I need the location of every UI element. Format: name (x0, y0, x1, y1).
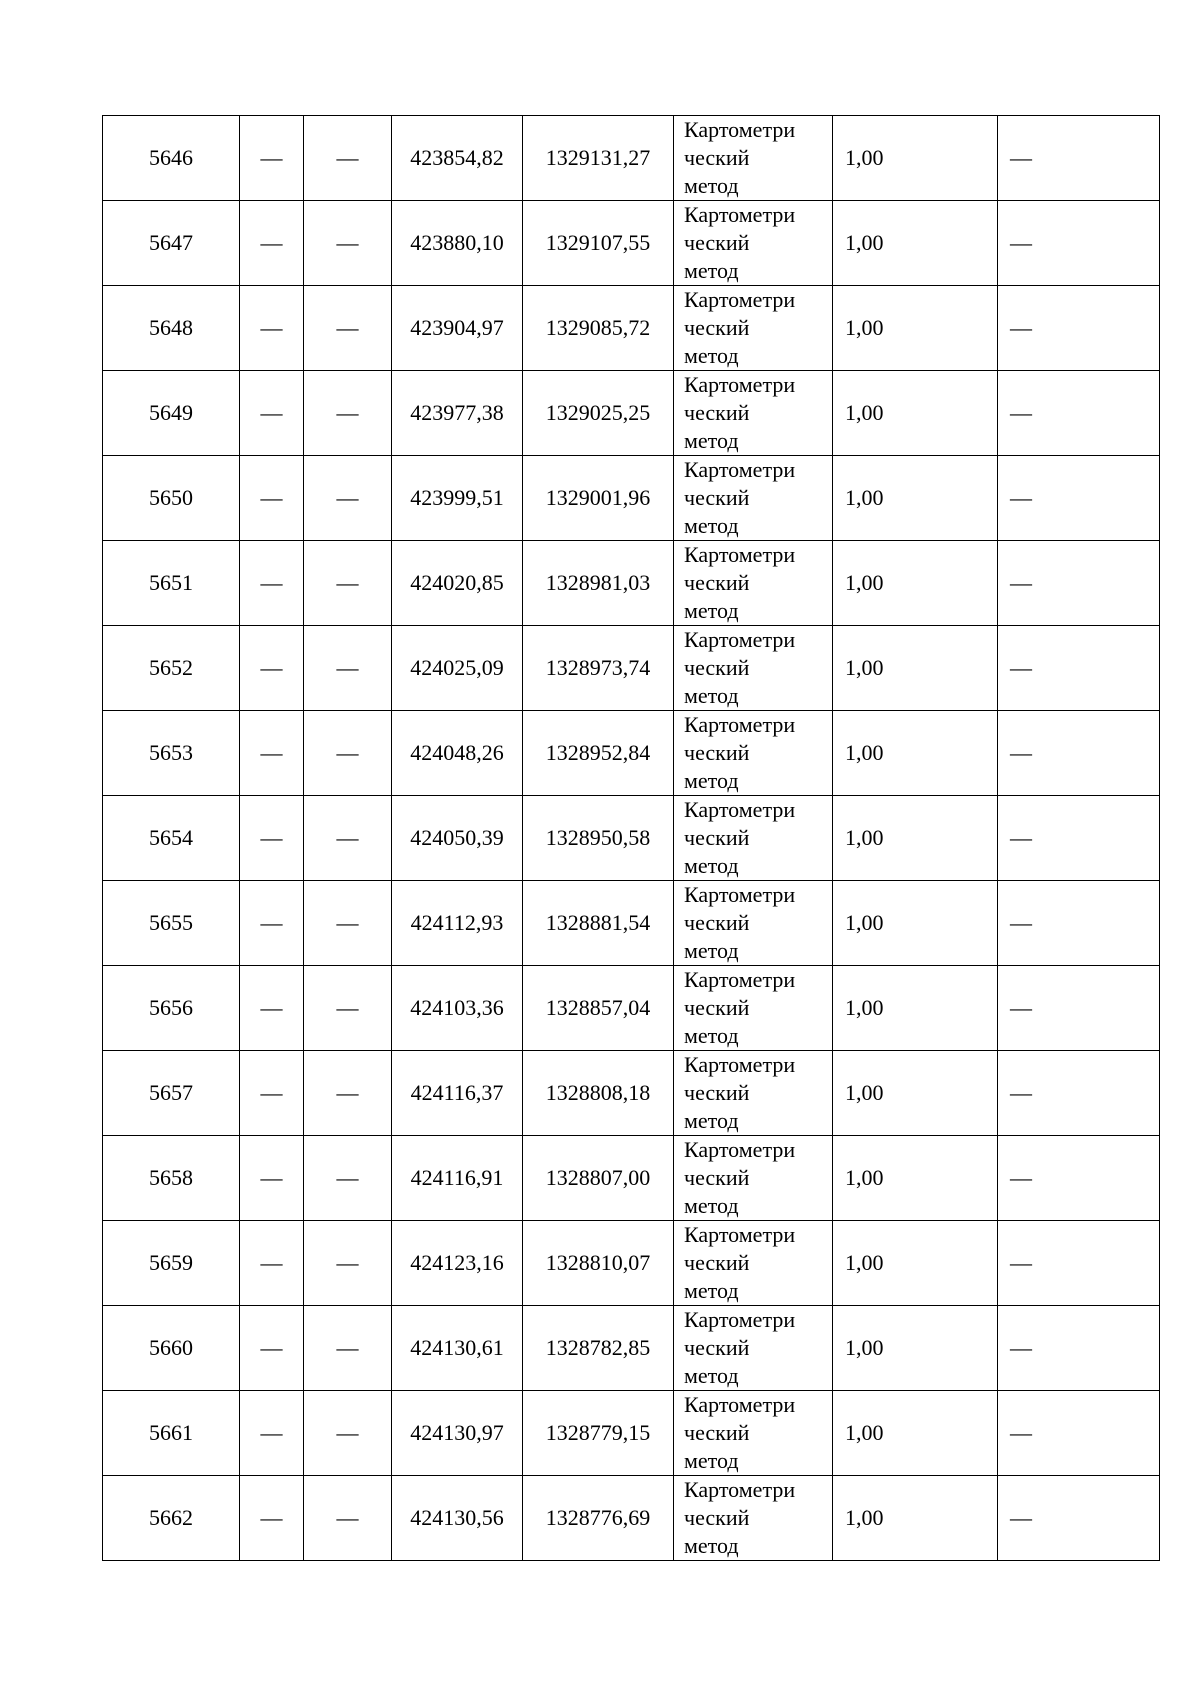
method-text: Картометри ческий метод (684, 542, 796, 623)
empty-column-2-cell (240, 1221, 304, 1306)
y-coordinate-cell (523, 966, 674, 1051)
x-coordinate-text: 423999,51 (410, 485, 504, 510)
point-number-text: 5656 (149, 995, 193, 1020)
empty-column-2-text: — (260, 995, 283, 1020)
method-cell (674, 1221, 833, 1306)
point-number-text: 5649 (149, 400, 193, 425)
table-row (103, 116, 1160, 201)
method-cell (674, 286, 833, 371)
description-text: — (1010, 825, 1032, 850)
point-number-text: 5660 (149, 1335, 193, 1360)
accuracy-cell (833, 456, 998, 541)
empty-column-3-text: — (336, 1250, 359, 1275)
method-text: Картометри ческий метод (684, 1137, 796, 1218)
x-coordinate-text: 424116,37 (410, 1080, 504, 1105)
empty-column-3-text: — (336, 995, 359, 1020)
y-coordinate-cell (523, 1306, 674, 1391)
x-coordinate-cell (392, 541, 523, 626)
method-text: Картометри ческий метод (684, 627, 796, 708)
y-coordinate-cell (523, 541, 674, 626)
accuracy-text: 1,00 (845, 825, 884, 850)
description-cell (998, 966, 1160, 1051)
empty-column-2-cell (240, 711, 304, 796)
empty-column-3-cell (304, 796, 392, 881)
y-coordinate-cell (523, 286, 674, 371)
y-coordinate-text: 1328950,58 (545, 825, 651, 850)
point-number-cell (103, 286, 240, 371)
empty-column-3-text: — (336, 485, 359, 510)
empty-column-3-text: — (336, 315, 359, 340)
empty-column-3-cell (304, 286, 392, 371)
point-number-text: 5655 (149, 910, 193, 935)
point-number-text: 5662 (149, 1505, 193, 1530)
point-number-text: 5654 (149, 825, 193, 850)
point-number-cell (103, 1136, 240, 1221)
empty-column-2-text: — (260, 1250, 283, 1275)
method-cell (674, 116, 833, 201)
empty-column-3-text: — (336, 1165, 359, 1190)
empty-column-2-cell (240, 201, 304, 286)
accuracy-cell (833, 711, 998, 796)
y-coordinate-cell (523, 796, 674, 881)
method-text: Картометри ческий метод (684, 1307, 796, 1388)
point-number-text: 5647 (149, 230, 193, 255)
accuracy-text: 1,00 (845, 740, 884, 765)
table-body (103, 116, 1160, 1561)
empty-column-2-text: — (260, 145, 283, 170)
description-cell (998, 1391, 1160, 1476)
y-coordinate-cell (523, 711, 674, 796)
empty-column-2-cell (240, 1136, 304, 1221)
point-number-cell (103, 541, 240, 626)
x-coordinate-cell (392, 1051, 523, 1136)
y-coordinate-text: 1328881,54 (545, 910, 651, 935)
x-coordinate-cell (392, 1136, 523, 1221)
empty-column-3-text: — (336, 1420, 359, 1445)
empty-column-3-cell (304, 626, 392, 711)
table-row (103, 626, 1160, 711)
point-number-text: 5648 (149, 315, 193, 340)
empty-column-3-cell (304, 1306, 392, 1391)
y-coordinate-cell (523, 1476, 674, 1561)
point-number-cell (103, 371, 240, 456)
table-row (103, 711, 1160, 796)
empty-column-2-cell (240, 1051, 304, 1136)
y-coordinate-text: 1328810,07 (545, 1250, 651, 1275)
y-coordinate-text: 1329001,96 (545, 485, 651, 510)
empty-column-3-cell (304, 201, 392, 286)
description-cell (998, 286, 1160, 371)
accuracy-text: 1,00 (845, 910, 884, 935)
description-text: — (1010, 145, 1032, 170)
empty-column-3-text: — (336, 740, 359, 765)
point-number-cell (103, 201, 240, 286)
description-text: — (1010, 995, 1032, 1020)
description-cell (998, 881, 1160, 966)
method-text: Картометри ческий метод (684, 1477, 796, 1558)
method-text: Картометри ческий метод (684, 1392, 796, 1473)
x-coordinate-cell (392, 1306, 523, 1391)
method-text: Картометри ческий метод (684, 797, 796, 878)
table-row (103, 796, 1160, 881)
table-row (103, 1306, 1160, 1391)
empty-column-2-cell (240, 456, 304, 541)
x-coordinate-cell (392, 711, 523, 796)
table-row (103, 1221, 1160, 1306)
accuracy-cell (833, 1306, 998, 1391)
y-coordinate-text: 1328981,03 (545, 570, 651, 595)
y-coordinate-text: 1329025,25 (545, 400, 651, 425)
point-number-text: 5653 (149, 740, 193, 765)
x-coordinate-cell (392, 881, 523, 966)
accuracy-cell (833, 966, 998, 1051)
description-text: — (1010, 485, 1032, 510)
y-coordinate-text: 1329131,27 (545, 145, 651, 170)
x-coordinate-cell (392, 116, 523, 201)
description-cell (998, 711, 1160, 796)
method-text: Картометри ческий метод (684, 457, 796, 538)
empty-column-2-cell (240, 796, 304, 881)
empty-column-3-text: — (336, 400, 359, 425)
empty-column-2-cell (240, 626, 304, 711)
table-row (103, 456, 1160, 541)
point-number-cell (103, 626, 240, 711)
description-cell (998, 1051, 1160, 1136)
empty-column-2-text: — (260, 1420, 283, 1445)
description-text: — (1010, 1505, 1032, 1530)
x-coordinate-cell (392, 796, 523, 881)
description-cell (998, 116, 1160, 201)
description-cell (998, 796, 1160, 881)
accuracy-text: 1,00 (845, 995, 884, 1020)
accuracy-text: 1,00 (845, 315, 884, 340)
empty-column-3-text: — (336, 1080, 359, 1105)
accuracy-cell (833, 881, 998, 966)
empty-column-2-text: — (260, 485, 283, 510)
x-coordinate-cell (392, 201, 523, 286)
description-text: — (1010, 230, 1032, 255)
x-coordinate-text: 424130,56 (410, 1505, 504, 1530)
y-coordinate-cell (523, 371, 674, 456)
point-number-text: 5658 (149, 1165, 193, 1190)
method-text: Картометри ческий метод (684, 287, 796, 368)
method-cell (674, 1476, 833, 1561)
x-coordinate-cell (392, 1391, 523, 1476)
empty-column-2-text: — (260, 1165, 283, 1190)
y-coordinate-cell (523, 1391, 674, 1476)
method-cell (674, 626, 833, 711)
x-coordinate-cell (392, 1221, 523, 1306)
method-text: Картометри ческий метод (684, 117, 796, 198)
accuracy-cell (833, 116, 998, 201)
point-number-cell (103, 881, 240, 966)
empty-column-3-cell (304, 116, 392, 201)
method-cell (674, 201, 833, 286)
description-cell (998, 371, 1160, 456)
empty-column-3-text: — (336, 1335, 359, 1360)
method-cell (674, 541, 833, 626)
empty-column-2-text: — (260, 740, 283, 765)
empty-column-3-cell (304, 881, 392, 966)
empty-column-2-text: — (260, 570, 283, 595)
empty-column-3-text: — (336, 655, 359, 680)
description-cell (998, 541, 1160, 626)
accuracy-cell (833, 1051, 998, 1136)
empty-column-2-cell (240, 1391, 304, 1476)
y-coordinate-text: 1328776,69 (545, 1505, 651, 1530)
description-cell (998, 456, 1160, 541)
method-cell (674, 456, 833, 541)
empty-column-2-text: — (260, 910, 283, 935)
empty-column-3-cell (304, 1221, 392, 1306)
accuracy-text: 1,00 (845, 655, 884, 680)
empty-column-2-cell (240, 371, 304, 456)
y-coordinate-text: 1328808,18 (545, 1080, 651, 1105)
method-cell (674, 711, 833, 796)
method-text: Картометри ческий метод (684, 372, 796, 453)
accuracy-cell (833, 1136, 998, 1221)
x-coordinate-text: 424025,09 (410, 655, 504, 680)
point-number-cell (103, 1306, 240, 1391)
method-cell (674, 1391, 833, 1476)
description-text: — (1010, 315, 1032, 340)
x-coordinate-cell (392, 286, 523, 371)
y-coordinate-text: 1328973,74 (545, 655, 651, 680)
table-row (103, 881, 1160, 966)
x-coordinate-text: 424116,91 (410, 1165, 504, 1190)
x-coordinate-text: 424123,16 (410, 1250, 504, 1275)
method-cell (674, 796, 833, 881)
accuracy-cell (833, 541, 998, 626)
accuracy-cell (833, 1476, 998, 1561)
point-number-text: 5657 (149, 1080, 193, 1105)
point-number-text: 5661 (149, 1420, 193, 1445)
y-coordinate-text: 1328857,04 (545, 995, 651, 1020)
empty-column-2-cell (240, 1306, 304, 1391)
empty-column-2-text: — (260, 825, 283, 850)
point-number-text: 5650 (149, 485, 193, 510)
table-row (103, 1051, 1160, 1136)
description-cell (998, 1306, 1160, 1391)
description-cell (998, 1221, 1160, 1306)
point-number-text: 5659 (149, 1250, 193, 1275)
y-coordinate-text: 1329085,72 (545, 315, 651, 340)
empty-column-3-cell (304, 1476, 392, 1561)
empty-column-2-text: — (260, 230, 283, 255)
empty-column-2-cell (240, 1476, 304, 1561)
method-cell (674, 1051, 833, 1136)
empty-column-2-cell (240, 541, 304, 626)
x-coordinate-cell (392, 966, 523, 1051)
method-cell (674, 881, 833, 966)
point-number-text: 5652 (149, 655, 193, 680)
point-number-cell (103, 796, 240, 881)
empty-column-3-cell (304, 1051, 392, 1136)
empty-column-3-cell (304, 711, 392, 796)
description-cell (998, 201, 1160, 286)
point-number-cell (103, 1476, 240, 1561)
point-number-cell (103, 116, 240, 201)
accuracy-text: 1,00 (845, 1420, 884, 1445)
point-number-cell (103, 1391, 240, 1476)
description-cell (998, 1136, 1160, 1221)
table-row (103, 201, 1160, 286)
x-coordinate-text: 424112,93 (410, 910, 504, 935)
description-text: — (1010, 1165, 1032, 1190)
empty-column-2-cell (240, 286, 304, 371)
accuracy-cell (833, 201, 998, 286)
empty-column-3-cell (304, 541, 392, 626)
table-row (103, 541, 1160, 626)
accuracy-text: 1,00 (845, 570, 884, 595)
x-coordinate-text: 423880,10 (410, 230, 504, 255)
accuracy-cell (833, 371, 998, 456)
point-number-text: 5646 (149, 145, 193, 170)
y-coordinate-text: 1328952,84 (545, 740, 651, 765)
description-text: — (1010, 1250, 1032, 1275)
accuracy-text: 1,00 (845, 1250, 884, 1275)
description-text: — (1010, 910, 1032, 935)
point-number-text: 5651 (149, 570, 193, 595)
accuracy-cell (833, 626, 998, 711)
empty-column-2-cell (240, 116, 304, 201)
y-coordinate-cell (523, 881, 674, 966)
y-coordinate-cell (523, 116, 674, 201)
method-text: Картометри ческий метод (684, 967, 796, 1048)
table-row (103, 1476, 1160, 1561)
description-text: — (1010, 1420, 1032, 1445)
description-cell (998, 1476, 1160, 1561)
empty-column-3-cell (304, 371, 392, 456)
description-text: — (1010, 1080, 1032, 1105)
method-cell (674, 1136, 833, 1221)
description-text: — (1010, 740, 1032, 765)
y-coordinate-cell (523, 1136, 674, 1221)
method-text: Картометри ческий метод (684, 1052, 796, 1133)
y-coordinate-cell (523, 1051, 674, 1136)
accuracy-text: 1,00 (845, 400, 884, 425)
accuracy-text: 1,00 (845, 1080, 884, 1105)
empty-column-3-text: — (336, 230, 359, 255)
empty-column-3-cell (304, 456, 392, 541)
empty-column-2-text: — (260, 1505, 283, 1530)
table-row (103, 1136, 1160, 1221)
x-coordinate-cell (392, 371, 523, 456)
accuracy-cell (833, 796, 998, 881)
y-coordinate-text: 1328807,00 (545, 1165, 651, 1190)
empty-column-2-text: — (260, 655, 283, 680)
x-coordinate-text: 424103,36 (410, 995, 504, 1020)
empty-column-3-text: — (336, 570, 359, 595)
empty-column-2-cell (240, 966, 304, 1051)
method-text: Картометри ческий метод (684, 202, 796, 283)
table-row (103, 286, 1160, 371)
x-coordinate-text: 423904,97 (410, 315, 504, 340)
method-text: Картометри ческий метод (684, 882, 796, 963)
x-coordinate-cell (392, 456, 523, 541)
accuracy-text: 1,00 (845, 230, 884, 255)
coordinates-table (102, 115, 1160, 1561)
description-cell (998, 626, 1160, 711)
x-coordinate-text: 424130,61 (410, 1335, 504, 1360)
empty-column-3-cell (304, 1136, 392, 1221)
point-number-cell (103, 711, 240, 796)
y-coordinate-cell (523, 1221, 674, 1306)
y-coordinate-cell (523, 201, 674, 286)
x-coordinate-text: 424050,39 (410, 825, 504, 850)
point-number-cell (103, 1221, 240, 1306)
empty-column-3-text: — (336, 910, 359, 935)
empty-column-3-text: — (336, 145, 359, 170)
table-row (103, 371, 1160, 456)
accuracy-cell (833, 1221, 998, 1306)
x-coordinate-text: 423854,82 (410, 145, 504, 170)
description-text: — (1010, 570, 1032, 595)
empty-column-2-text: — (260, 315, 283, 340)
accuracy-text: 1,00 (845, 1505, 884, 1530)
x-coordinate-text: 423977,38 (410, 400, 504, 425)
empty-column-2-text: — (260, 1335, 283, 1360)
x-coordinate-text: 424130,97 (410, 1420, 504, 1445)
table-row (103, 1391, 1160, 1476)
empty-column-2-text: — (260, 400, 283, 425)
y-coordinate-cell (523, 456, 674, 541)
y-coordinate-text: 1328779,15 (545, 1420, 651, 1445)
empty-column-2-cell (240, 881, 304, 966)
y-coordinate-cell (523, 626, 674, 711)
method-text: Картометри ческий метод (684, 712, 796, 793)
accuracy-cell (833, 1391, 998, 1476)
table-row (103, 966, 1160, 1051)
description-text: — (1010, 1335, 1032, 1360)
method-cell (674, 1306, 833, 1391)
empty-column-3-text: — (336, 825, 359, 850)
empty-column-3-cell (304, 966, 392, 1051)
description-text: — (1010, 655, 1032, 680)
empty-column-2-text: — (260, 1080, 283, 1105)
x-coordinate-text: 424020,85 (410, 570, 504, 595)
x-coordinate-text: 424048,26 (410, 740, 504, 765)
empty-column-3-cell (304, 1391, 392, 1476)
x-coordinate-cell (392, 626, 523, 711)
point-number-cell (103, 1051, 240, 1136)
method-text: Картометри ческий метод (684, 1222, 796, 1303)
accuracy-text: 1,00 (845, 485, 884, 510)
point-number-cell (103, 456, 240, 541)
method-cell (674, 371, 833, 456)
description-text: — (1010, 400, 1032, 425)
x-coordinate-cell (392, 1476, 523, 1561)
y-coordinate-text: 1329107,55 (545, 230, 651, 255)
point-number-cell (103, 966, 240, 1051)
accuracy-text: 1,00 (845, 1165, 884, 1190)
empty-column-3-text: — (336, 1505, 359, 1530)
accuracy-text: 1,00 (845, 145, 884, 170)
method-cell (674, 966, 833, 1051)
accuracy-cell (833, 286, 998, 371)
y-coordinate-text: 1328782,85 (545, 1335, 651, 1360)
accuracy-text: 1,00 (845, 1335, 884, 1360)
